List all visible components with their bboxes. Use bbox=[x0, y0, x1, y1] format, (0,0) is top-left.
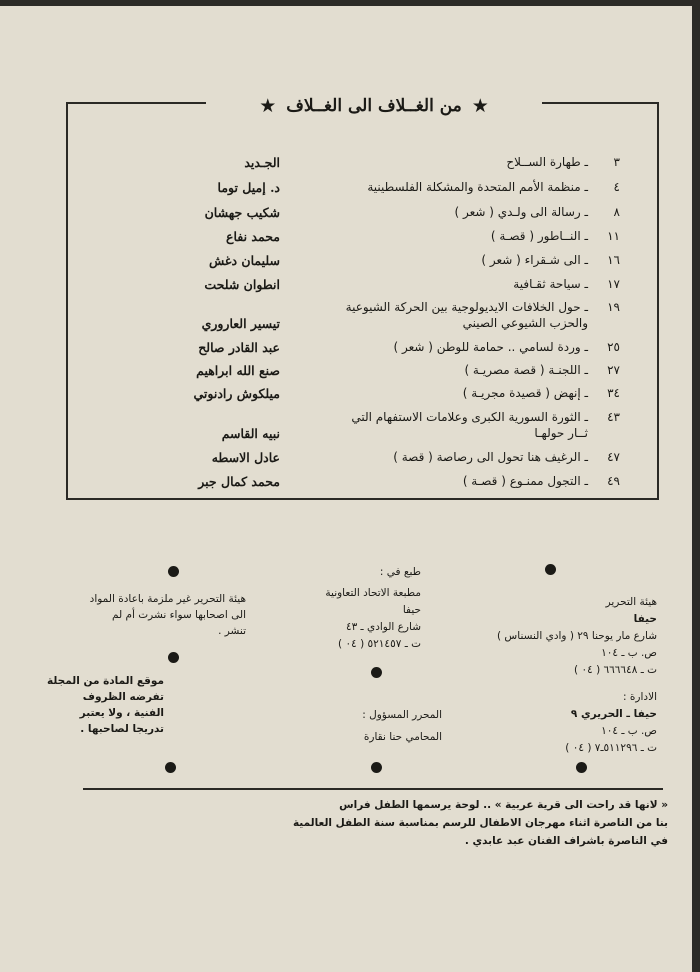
bullet-icon bbox=[371, 667, 382, 678]
article-title: ـ الى شـقراء ( شعر ) bbox=[481, 253, 588, 267]
editorial-city: حيفا bbox=[633, 613, 657, 625]
editorial-street: شارع مار يوحنا ٢٩ ( وادي النسناس ) bbox=[497, 630, 657, 642]
page-number: ١١ bbox=[607, 229, 620, 243]
bullet-icon bbox=[545, 564, 556, 575]
article-title: ـ وردة لسامي .. حمامة للوطن ( شعر ) bbox=[393, 340, 588, 354]
administration-heading: الادارة : bbox=[623, 691, 657, 703]
page-number: ٤٧ bbox=[607, 450, 620, 464]
article-author: تيسير العاروري bbox=[201, 316, 280, 331]
editorial-board bbox=[417, 594, 657, 679]
bullet-icon bbox=[168, 652, 179, 663]
page-number: ١٩ bbox=[607, 300, 620, 314]
bullet-icon bbox=[371, 762, 382, 773]
editorial-heading: هيئة التحرير bbox=[605, 596, 657, 608]
return-policy bbox=[26, 591, 246, 639]
page-number: ٨ bbox=[613, 205, 620, 219]
page-number: ٤ bbox=[613, 180, 620, 194]
toc-title-text: من الغــلاف الى الغــلاف bbox=[286, 96, 462, 116]
article-title: ـ حول الخلافات الايديولوجية بين الحركة الشيوعية bbox=[345, 300, 588, 314]
article-author: محمد نفاع bbox=[226, 229, 280, 244]
printing-press: مطبعة الاتحاد التعاونية bbox=[325, 587, 421, 599]
article-author: صنع الله ابراهيم bbox=[196, 363, 280, 378]
administration bbox=[417, 689, 657, 757]
bullet-icon bbox=[168, 566, 179, 577]
printing-phone: ت ـ ٥٢١٤٥٧ ( ٠٤ ) bbox=[338, 638, 421, 650]
editorial-pobox: ص. ب ـ ١٠٤ bbox=[601, 647, 657, 659]
printing-city: حيفا bbox=[402, 604, 421, 616]
administration-phone: ت ـ ٥١١٢٩٦ـ٧ ( ٠٤ ) bbox=[565, 742, 657, 754]
policy-line: الى اصحابها سواء نشرت أم لم bbox=[112, 609, 246, 621]
page-number: ١٦ bbox=[607, 253, 620, 267]
placement-line: الفنية ، ولا يعتبر bbox=[79, 707, 164, 719]
article-author: د. إميل توما bbox=[217, 180, 280, 195]
bullet-icon bbox=[576, 762, 587, 773]
placement-note bbox=[14, 673, 164, 737]
article-title: ـ التجول ممنـوع ( قصـة ) bbox=[462, 474, 588, 488]
policy-line: تنشر . bbox=[218, 625, 246, 637]
printing-info bbox=[261, 564, 421, 653]
placement-line: تدريجا لصاحبها . bbox=[80, 723, 164, 735]
article-author: عادل الاسطه bbox=[211, 450, 280, 465]
page-number: ٤٩ bbox=[607, 474, 620, 488]
article-author: سليمان دغش bbox=[209, 253, 280, 268]
placement-line: موقع المادة من المجلة bbox=[47, 675, 164, 687]
article-title: ـ سياحة ثقـافية bbox=[513, 277, 588, 291]
toc-title bbox=[206, 90, 542, 122]
cover-caption bbox=[108, 796, 668, 850]
administration-street: حيفا ـ الحريري ٩ bbox=[570, 708, 657, 720]
article-author: محمد كمال جبر bbox=[198, 474, 280, 489]
printing-heading: طبع في : bbox=[379, 566, 421, 578]
article-author: شكيب جهشان bbox=[204, 205, 280, 220]
page-number: ٢٥ bbox=[607, 340, 620, 354]
responsible-editor-name: المحامي حنا نقارة bbox=[363, 731, 442, 743]
page-number: ٤٣ bbox=[607, 410, 620, 424]
policy-line: هيئة التحرير غير ملزمة باعادة المواد bbox=[89, 593, 246, 605]
bullet-icon bbox=[165, 762, 176, 773]
article-author: عبد القادر صالح bbox=[198, 340, 280, 355]
article-title: ـ الرغيف هنا تحول الى رصاصة ( قصة ) bbox=[393, 450, 588, 464]
page-number: ١٧ bbox=[607, 277, 620, 291]
article-title: ـ رسالة الى ولـدي ( شعر ) bbox=[454, 205, 588, 219]
article-title: ـ إنهض ( قصيدة مجريـة ) bbox=[462, 386, 588, 400]
administration-pobox: ص. ب ـ ١٠٤ bbox=[601, 725, 657, 737]
star-icon: ★ bbox=[471, 95, 489, 117]
article-author: الجـديد bbox=[244, 155, 280, 170]
star-icon: ★ bbox=[259, 95, 277, 117]
page-number: ٣ bbox=[613, 155, 620, 169]
article-title: ـ منظمة الأمم المتحدة والمشكلة الفلسطينية bbox=[367, 180, 588, 194]
article-author: انطوان شلحت bbox=[204, 277, 280, 292]
page-number: ٣٤ bbox=[607, 386, 620, 400]
article-title: ـ طهارة الســلاح bbox=[506, 155, 588, 169]
article-title-continued: ثــار حولهـا bbox=[534, 426, 588, 440]
printing-street: شارع الوادي ـ ٤٣ bbox=[345, 621, 421, 633]
placement-line: تفرضه الظروف bbox=[82, 691, 164, 703]
divider bbox=[83, 788, 663, 790]
editorial-phone: ت ـ ٦٦٦٦٤٨ ( ٠٤ ) bbox=[574, 664, 657, 676]
article-title-continued: والحزب الشيوعي الصيني bbox=[462, 316, 588, 330]
article-title: ـ الثورة السورية الكبرى وعلامات الاستفهام التي bbox=[351, 410, 588, 424]
caption-line: « لانها قد راحت الى قرية عربية » .. لوحة يرسمها الطفل فراس bbox=[339, 799, 668, 811]
caption-line: في الناصرة باشراف الفنان عبد عابدي . bbox=[464, 835, 668, 847]
responsible-editor-heading: المحرر المسؤول : bbox=[362, 709, 442, 721]
article-title: ـ اللجنـة ( قصة مصريـة ) bbox=[464, 363, 588, 377]
page-number: ٢٧ bbox=[607, 363, 620, 377]
responsible-editor bbox=[282, 704, 442, 748]
caption-line: بنا من الناصرة اثناء مهرجان الاطفال للرسم بمناسبة سنة الطفل العالمية bbox=[292, 817, 668, 829]
article-title: ـ النــاطور ( قصـة ) bbox=[490, 229, 588, 243]
article-author: نبيه القاسم bbox=[221, 426, 280, 441]
article-author: ميلكوش رادنوتي bbox=[193, 386, 280, 401]
